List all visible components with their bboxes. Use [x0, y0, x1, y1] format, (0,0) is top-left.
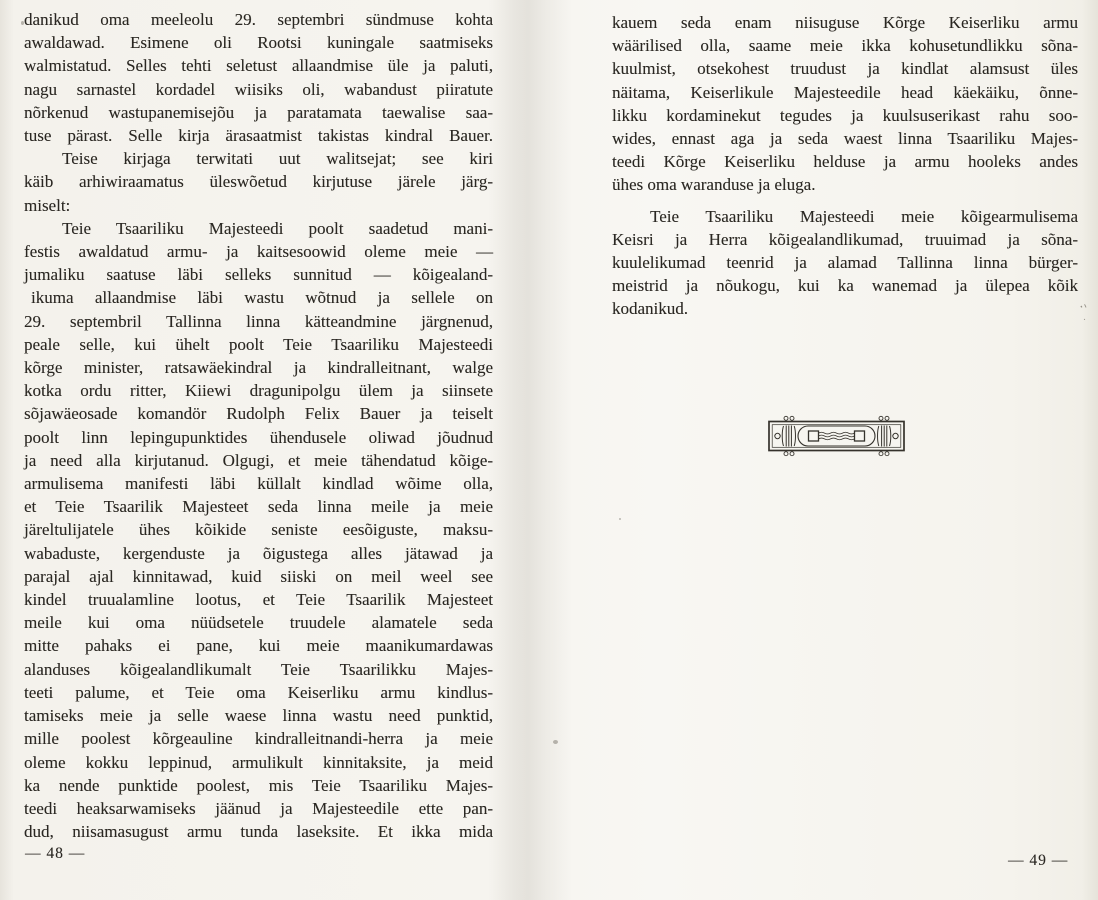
text-line: teedi Kõrge Keiserliku helduse ja armu hooleks andes [612, 152, 1078, 172]
text-line: jumaliku saatuse läbi selleks sunnitud — kõigealand- [24, 265, 493, 285]
text-line: Teie Tsaariliku Majesteedi poolt saadetud mani- [62, 218, 493, 238]
text-line: festis awaldatud armu- ja kaitsesoowid oleme meie — [24, 242, 493, 262]
text-line: kindel truualamline lootus, et Teie Tsaarilik Majesteet [24, 590, 493, 610]
text-line: awaldawad. Esimene oli Rootsi kuningale saatmiseks [24, 33, 493, 53]
left-page [0, 0, 505, 900]
left-page-text [24, 8, 493, 843]
text-line: meile kui oma nüüdsetele truudele alamatele seda [24, 613, 493, 633]
scan-speck [553, 740, 558, 744]
text-line: parajal ajal kinnitawad, kuid siiski on meil weel see [24, 566, 493, 586]
text-line: poolt linn lepingupunktides ühendusele oliwad jõudnud [24, 427, 493, 447]
text-line: et Teie Tsaarilik Majesteet seda linna meile ja meie [24, 497, 493, 517]
scan-mark: .ˌ [1075, 295, 1089, 312]
text-line: sõjawäeosade komandör Rudolph Felix Bauer ja teiselt [24, 404, 493, 424]
text-line: oleme kokku leppinud, armulikult kinnitaksite, ja meid [24, 752, 493, 772]
text-line: Teise kirjaga terwitati uut walitsejat; see kiri [62, 149, 493, 169]
text-line: järeltulijatele ühes kõikide seniste eesõiguste, maksu- [24, 520, 493, 540]
scan-speck [21, 21, 24, 25]
text-line: kõrge minister, ratsawäekindral ja kindralleitnant, walge [24, 358, 493, 378]
text-line: walmistatud. Selles tehti seletust allaandmise üle ja paluti, [24, 56, 493, 76]
text-line: wabaduste, kergenduste ja õigustega alles jätawad ja [24, 543, 493, 563]
text-line: alanduses kõigealandlikumalt Teie Tsaarilikku Majes- [24, 659, 493, 679]
text-line: Keisri ja Herra kõigealandlikumad, truuimad ja sõna- [612, 229, 1078, 249]
text-line: dud, niisamasugust armu tunda laseksite. Et ikka mida [24, 822, 493, 842]
text-line: Teie Tsaariliku Majesteedi meie kõigearmulisema [650, 206, 1078, 226]
text-line: tamiseks meie ja selle waese linna wastu need punktid, [24, 706, 493, 726]
text-line: ikuma allaandmise läbi wastu wõtnud ja sellele on [31, 288, 493, 308]
right-page-text [612, 11, 1078, 321]
right-page [545, 0, 1098, 900]
text-line: armulisema manifesti läbi küllalt kindlad wõime olla, [24, 474, 493, 494]
text-line: ja need alla kirjutanud. Olgugi, et meie tähendatud kõige- [24, 450, 493, 470]
text-line: teedi heaksarwamiseks jäänud ja Majesteedile ette pan- [24, 798, 493, 818]
text-line: ühes oma waranduse ja eluga. [612, 175, 816, 195]
text-line: kuulelikumad teenrid ja alamad Tallinna linna bürger- [612, 253, 1078, 273]
text-line: nagu sarnastel kordadel wiisiks oli, wabandust piiratute [24, 79, 493, 99]
text-line: näitama, Keiserlikule Majesteedile head käekäiku, õnne- [612, 82, 1078, 102]
scan-speck [619, 518, 621, 520]
text-line: kotka ordu ritter, Kiiewi dragunipolgu ülem ja siinsete [24, 381, 493, 401]
text-line: kodanikud. [612, 299, 689, 319]
text-line: nõrkenud wastupanemisejõu ja paratamata taewalise saa- [24, 102, 493, 122]
text-line: kuulmist, otsekohest truudust ja kindlat alamsust üles [612, 59, 1078, 79]
text-line: 29. septembril Tallinna linna kätteandmine järgnenud, [24, 311, 493, 331]
text-line: kauem seda enam niisuguse Kõrge Keiserliku armu [612, 13, 1078, 32]
text-line: wäärilised olla, saame meie ikka kohusetundlikku sõna- [612, 36, 1078, 56]
text-line: wides, ennast aga ja seda waest linna Tsaariliku Majes- [612, 129, 1078, 149]
text-line: peale selle, kui ühelt poolt Teie Tsaariliku Majesteedi [24, 334, 493, 354]
scan-mark: ˙ [1081, 317, 1092, 330]
page-number-right: — 49 — [1008, 852, 1069, 869]
text-line: teeti palume, et Teie oma Keiserliku armu kindlus- [24, 682, 493, 702]
page-number-left: — 48 — [25, 845, 86, 862]
text-line: meistrid ja nõukogu, kui ka wanemad ja ülepea kõik [612, 276, 1078, 296]
printer-divider-ornament-icon [768, 413, 905, 459]
text-line: käib arhiwiraamatus üleswõetud kirjutuse järele järg- [24, 172, 493, 192]
text-line: ka nende punktide poolest, mis Teie Tsaariliku Majes- [24, 775, 493, 795]
text-line: tuse pärast. Selle kirja ärasaatmist takistas kindral Bauer. [24, 126, 493, 146]
text-line: mitte pahaks ei pane, kui meie maanikumardawas [24, 636, 493, 656]
text-line: likku kordaminekut tegudes ja kuulsuserikast rahu soo- [612, 105, 1078, 125]
text-line: mille poolest kõrgeauline kindralleitnandi-herra ja meie [24, 729, 493, 749]
text-line: miselt: [24, 195, 71, 215]
text-line: danikud oma meeleolu 29. septembri sündmuse kohta [24, 10, 493, 29]
